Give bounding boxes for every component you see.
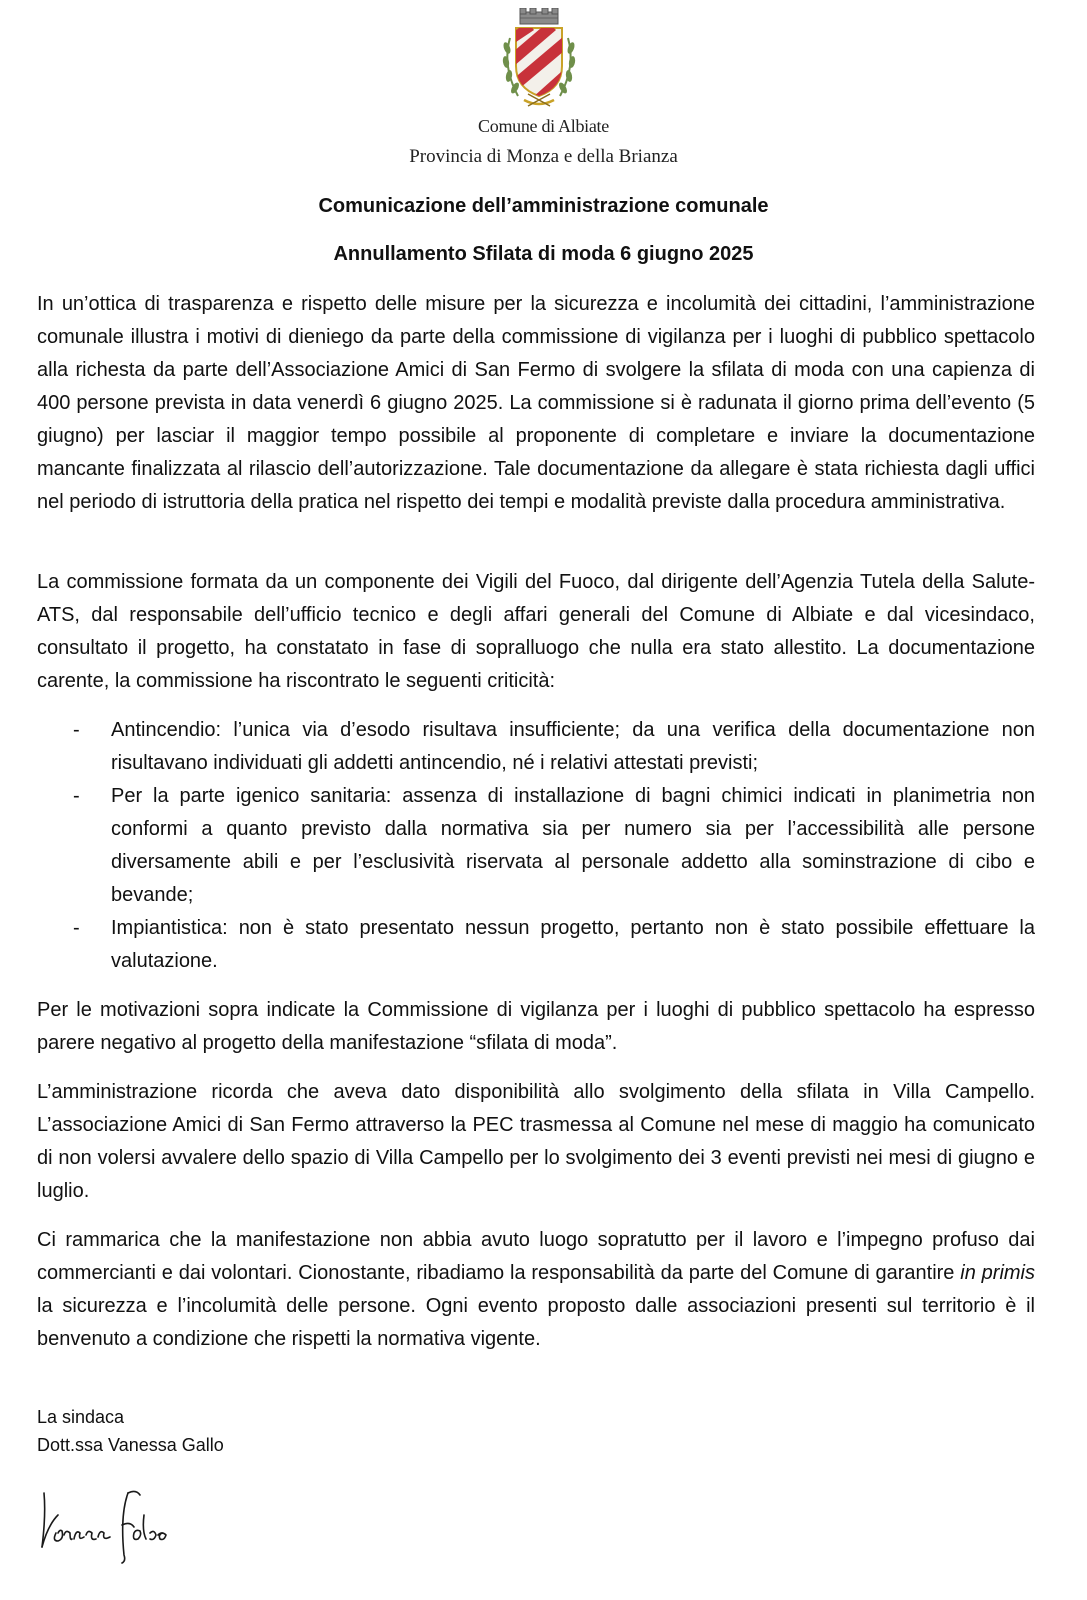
subject-title: Annullamento Sfilata di moda 6 giugno 2025	[333, 243, 754, 265]
list-item	[37, 912, 1035, 978]
municipality-name: Comune di Albiate	[478, 116, 609, 136]
list-bullet: -	[73, 719, 80, 741]
handwritten-signature	[36, 1485, 176, 1565]
paragraph-commission: La commissione formata da un componente dei Vigili del Fuoco, dal dirigente dell’Agenzia Tutela della Salute-ATS, dal responsabile dell’ufficio tecnico e degli affari generali del Comune di Albiate e dal vicesindaco, consultato il progetto, ha constatato in fase di sopralluogo che nulla era stato allestito. La documentazione carente, la commissione ha riscontrato le seguenti criticità:	[37, 571, 1035, 692]
communication-title: Comunicazione dell’amministrazione comunale	[318, 195, 769, 217]
regret-text-start: Ci rammarica che la manifestazione non abbia avuto luogo sopratutto per il lavoro e l’impegno profuso dai commercianti e dai volontari. Cionostante, ribadiamo la responsabilità da parte del Comune di garantire	[37, 1229, 1035, 1284]
regret-text-end: la sicurezza e l’incolumità delle persone. Ogni evento proposto dalle associazioni presenti sul territorio è il benvenuto a condizione che rispetti la normativa vigente.	[37, 1295, 1035, 1350]
list-bullet: -	[73, 785, 80, 807]
list-item	[37, 714, 1035, 780]
criticality-installations: Impiantistica: non è stato presentato nessun progetto, pertanto non è stato possibile effettuare la valutazione.	[111, 917, 1035, 972]
signer-role: La sindaca	[37, 1407, 125, 1427]
paragraph-villa-campello: L’amministrazione ricorda che aveva dato disponibilità allo svolgimento della sfilata in Villa Campello. L’associazione Amici di San Fermo attraverso la PEC trasmessa al Comune nel mese di maggio ha comunicato di non volersi avvalere dello spazio di Villa Campello per lo svolgimento dei 3 eventi previsti nei mesi di giugno e luglio.	[37, 1081, 1035, 1202]
list-item	[37, 780, 1035, 912]
criticality-fire-safety: Antincendio: l’unica via d’esodo risultava insufficiente; da una verifica della documentazione non risultavano individuati gli addetti antincendio, né i relativi attestati previsti;	[111, 719, 1035, 774]
signoff-block	[37, 1403, 224, 1459]
criticality-sanitary: Per la parte igenico sanitaria: assenza di installazione di bagni chimici indicati in planimetria non conformi a quanto previsto dalla normativa sia per numero sia per l’accessibilità alle persone diversamente abili e per l’esclusività riservata al personale addetto alla sominstrazione di cibo e bevande;	[111, 785, 1035, 906]
coat-of-arms-icon	[498, 8, 580, 112]
list-bullet: -	[73, 917, 80, 939]
signer-name: Dott.ssa Vanessa Gallo	[37, 1435, 224, 1455]
criticalities-list	[37, 714, 1035, 978]
paragraph-transparency: In un’ottica di trasparenza e rispetto delle misure per la sicurezza e incolumità dei cittadini, l’amministrazione comunale illustra i motivi di dieniego da parte della commissione di vigilanza per i luoghi di pubblico spettacolo alla richesta da parte dell’Associazione Amici di San Fermo di svolgere la sfilata di moda con una capienza di 400 persone prevista in data venerdì 6 giugno 2025. La commissione si è radunata il giorno prima dell’evento (5 giugno) per lasciar il maggior tempo possibile al proponente di completare e inviare la documentazione mancante finalizzata al rilascio dell’autorizzazione. Tale documentazione da allegare è stata richiesta dagli uffici nel periodo di istruttoria della pratica nel rispetto dei tempi e modalità previste dalla procedura amministrativa.	[37, 293, 1035, 513]
regret-text-italic: in primis	[960, 1262, 1035, 1284]
paragraph-negative-opinion: Per le motivazioni sopra indicate la Commissione di vigilanza per i luoghi di pubblico spettacolo ha espresso parere negativo al progetto della manifestazione “sfilata di moda”.	[37, 999, 1035, 1054]
paragraph-regret	[37, 1224, 1035, 1356]
province-name: Provincia di Monza e della Brianza	[409, 146, 678, 167]
